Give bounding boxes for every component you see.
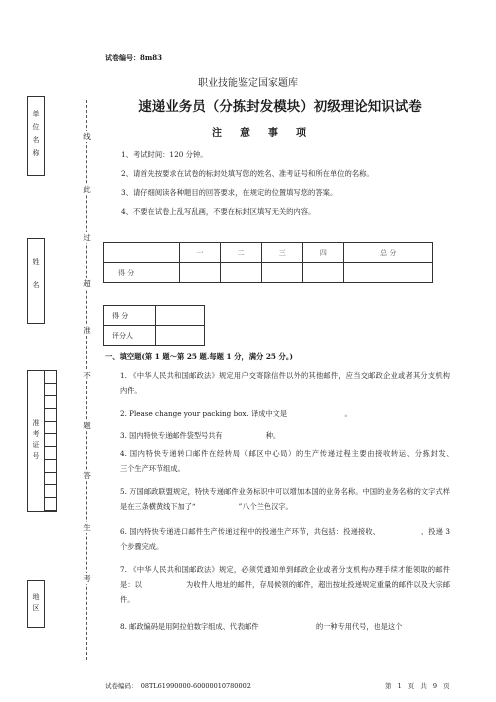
margin-char: 过 — [83, 233, 91, 242]
question-8: 8. 邮政编码是用阿拉伯数字组成、代表邮件 的一种专用代号，也是这个 — [120, 622, 403, 631]
grader-table — [103, 305, 205, 346]
score-cell[interactable] — [262, 263, 303, 283]
notice-item: 1、考试时间：120 分钟。 — [121, 150, 208, 159]
question-1: 1. 《中华人民共和国邮政法》规定用户交寄除信件以外的其他邮件，应当交邮政企业或者其分支机构 内件。 — [120, 371, 494, 395]
score-header-3: 三 — [262, 243, 303, 263]
margin-char: 题 — [83, 421, 91, 430]
notice-item: 4、不要在试卷上乱写乱画，不要在标封区填写无关的内容。 — [121, 207, 316, 216]
question-6: 6. 国内特快专递进口邮件生产传递过程中的投递生产环节，共包括：投递接收、 、投递 3 个步骤完成。 — [120, 527, 450, 551]
question-7: 7. 《中华人民共和国邮政法》规定，必须凭通知单到邮政企业或者分支机构办理手续才能领取的邮件是：以 为收件人地址的邮件，存局候领的邮件，超出按址投递规定重量的邮件以及大宗邮件。 — [120, 565, 450, 604]
margin-char: 此 — [83, 185, 91, 194]
notice-title: 注意事项 — [212, 128, 324, 139]
score-header-total: 总 分 — [344, 243, 433, 263]
margin-char: 生 — [83, 523, 91, 532]
score-header-2: 二 — [221, 243, 262, 263]
margin-char: 超 — [83, 279, 91, 288]
footer-code: 试卷编码： 08TL61990000-60000010780002 — [105, 682, 251, 690]
question-4: 4. 国内特快专递转口邮件在经转局（邮区中心局）的生产传递过程主要由接收转运、分拣封发、 三个生产环节组成。 — [120, 449, 494, 473]
region-label: 地区 — [32, 593, 40, 615]
grader-score-cell[interactable] — [156, 306, 205, 326]
margin-char: 准 — [83, 326, 91, 335]
ticket-number-label: 准考证号 — [32, 419, 40, 463]
score-cell[interactable] — [303, 263, 344, 283]
question-5: 5. 万国邮政联盟规定，特快专递邮件业务标识中可以增加本国的业务名称。中国的业务名称的文字式样是在三条横黄线下加了“ ”八个兰色汉字。 — [120, 487, 450, 511]
score-cell[interactable] — [180, 263, 221, 283]
subtitle: 职业技能鉴定国家题库 — [198, 78, 298, 89]
page-number: 第 1 页 共 9 页 — [385, 682, 450, 690]
score-row-label: 得 分 — [104, 263, 180, 283]
score-cell[interactable] — [344, 263, 433, 283]
score-header-blank — [104, 243, 180, 263]
region-box — [27, 580, 45, 628]
ticket-digit-grid — [44, 370, 57, 512]
grader-score-label: 得 分 — [104, 306, 156, 326]
unit-name-label: 单位名称 — [32, 110, 40, 162]
name-box — [27, 238, 45, 324]
section-title: 一、填空题(第 1 题～第 25 题.每题 1 分，满分 25 分。) — [105, 352, 293, 361]
paper-code: 试卷编号：8m83 — [105, 53, 163, 62]
notice-item: 2、请首先按要求在试卷的标封处填写您的姓名、准考证号和所在单位的名称。 — [121, 169, 374, 178]
margin-char: 考 — [83, 574, 91, 583]
question-3: 3. 国内特快专递邮件袋型号共有 种。 — [120, 431, 281, 440]
margin-char: 线 — [83, 132, 91, 141]
score-header-4: 四 — [303, 243, 344, 263]
grader-label: 评分人 — [104, 326, 156, 346]
ticket-number-box — [27, 370, 45, 512]
page-title: 速递业务员（分拣封发模块）初级理论知识试卷 — [138, 99, 422, 115]
question-2: 2. Please change your packing box. 译成中文是 。 — [120, 409, 352, 418]
score-table — [103, 242, 433, 283]
score-cell[interactable] — [221, 263, 262, 283]
margin-char: 不 — [83, 371, 91, 380]
name-label: 姓名 — [32, 258, 40, 304]
score-header-1: 一 — [180, 243, 221, 263]
grader-cell[interactable] — [156, 326, 205, 346]
notice-item: 3、请仔细阅读各种题目的回答要求，在规定的位置填写您的答案。 — [121, 188, 338, 197]
margin-char: 答 — [83, 471, 91, 480]
